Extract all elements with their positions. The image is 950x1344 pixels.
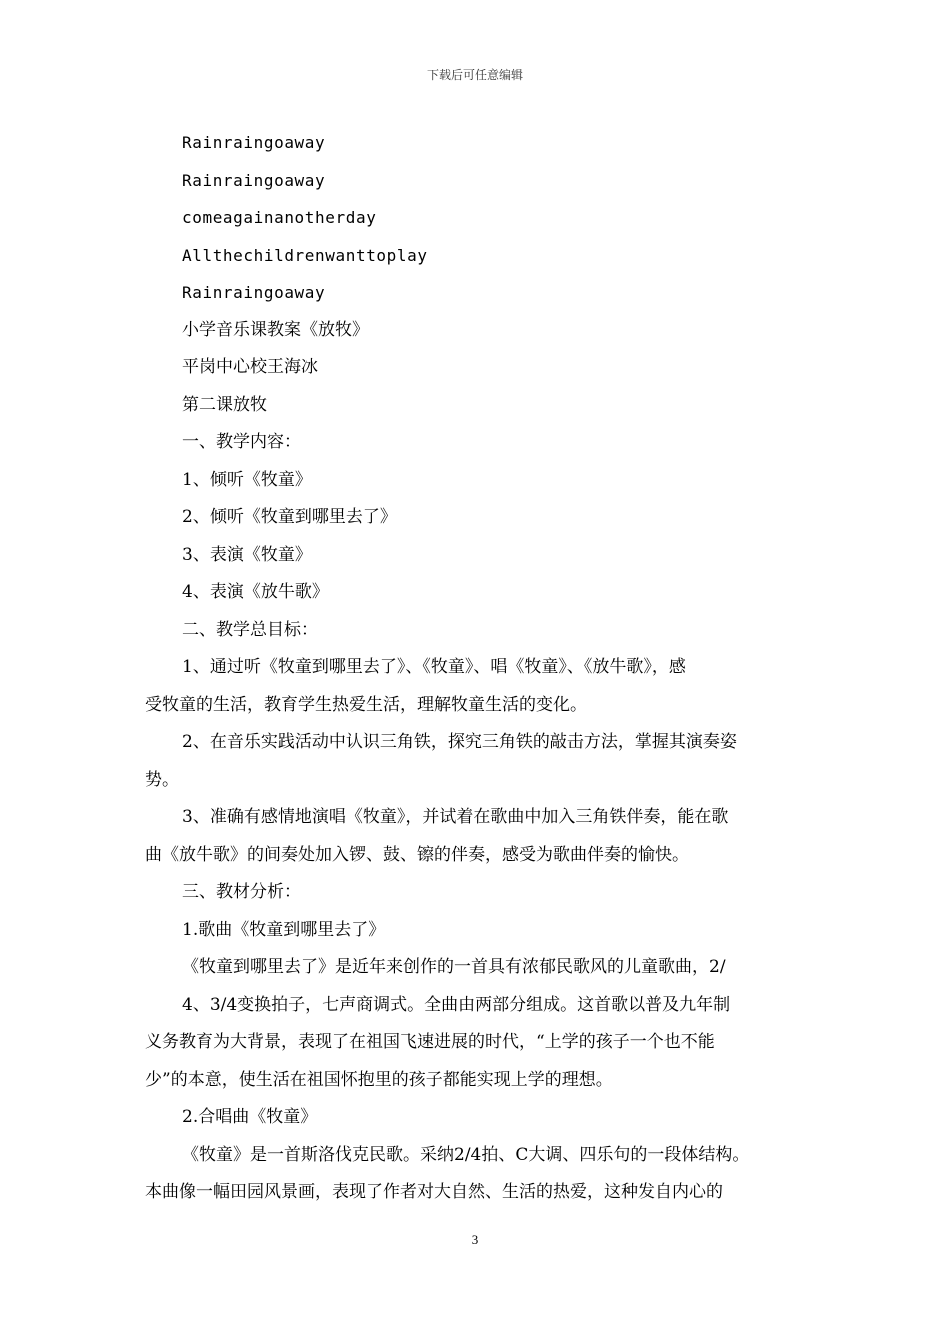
page-header: 下载后可任意编辑 (426, 68, 523, 82)
subsection-heading: 1.歌曲《牧童到哪里去了》 (182, 919, 386, 940)
lyric-line: Rainraingoaway (182, 283, 326, 302)
paragraph-line: 少”的本意，使生活在祖国怀抱里的孩子都能实现上学的理想。 (145, 1069, 613, 1090)
section-heading: 一、教学内容： (182, 432, 301, 452)
paragraph-line: 曲《放牛歌》的间奏处加入锣、鼓、镲的伴奏，感受为歌曲伴奏的愉快。 (145, 844, 689, 865)
subsection-heading: 2.合唱曲《牧童》 (182, 1107, 318, 1127)
paragraph-line: 本曲像一幅田园风景画，表现了作者对大自然、生活的热爱，这种发自内心的 (145, 1182, 723, 1202)
lesson-title: 小学音乐课教案《放牧》 (182, 319, 369, 340)
paragraph-line: 《牧童到哪里去了》是近年来创作的一首具有浓郁民歌风的儿童歌曲，2/ (182, 957, 726, 977)
list-item: 4、表演《放牛歌》 (182, 582, 329, 602)
list-item: 1、倾听《牧童》 (182, 469, 312, 490)
paragraph-line: 义务教育为大背景，表现了在祖国飞速进展的时代，“上学的孩子一个也不能 (145, 1032, 715, 1052)
lyric-line: Rainraingoaway (182, 170, 326, 190)
author-line: 平岗中心校王海冰 (182, 357, 318, 377)
section-heading: 二、教学总目标： (182, 619, 318, 640)
lyric-line: comeagainanotherday (182, 208, 377, 227)
paragraph-line: 《牧童》是一首斯洛伐克民歌。采纳2/4拍、C大调、四乐句的一段体结构。 (182, 1144, 750, 1165)
paragraph-line: 4、3/4变换拍子，七声商调式。全曲由两部分组成。这首歌以普及九年制 (182, 994, 731, 1015)
paragraph-line: 1、通过听《牧童到哪里去了》、《牧童》、唱《牧童》、《放牛歌》，感 (182, 657, 686, 677)
list-item: 2、倾听《牧童到哪里去了》 (182, 507, 397, 527)
lesson-subtitle: 第二课放牧 (182, 394, 267, 415)
document-body (145, 124, 807, 1212)
paragraph-line: 势。 (145, 769, 179, 790)
list-item: 3、表演《牧童》 (182, 544, 312, 565)
paragraph-line: 受牧童的生活，教育学生热爱生活，理解牧童生活的变化。 (145, 694, 587, 715)
section-heading: 三、教材分析： (182, 882, 301, 902)
lyric-line: Rainraingoaway (182, 133, 326, 152)
paragraph-line: 2、在音乐实践活动中认识三角铁，探究三角铁的敲击方法，掌握其演奏姿 (182, 732, 737, 752)
page-number: 3 (471, 1232, 479, 1247)
lyric-line: Allthechildrenwanttoplay (182, 245, 428, 265)
paragraph-line: 3、准确有感情地演唱《牧童》，并试着在歌曲中加入三角铁伴奏，能在歌 (182, 807, 729, 827)
